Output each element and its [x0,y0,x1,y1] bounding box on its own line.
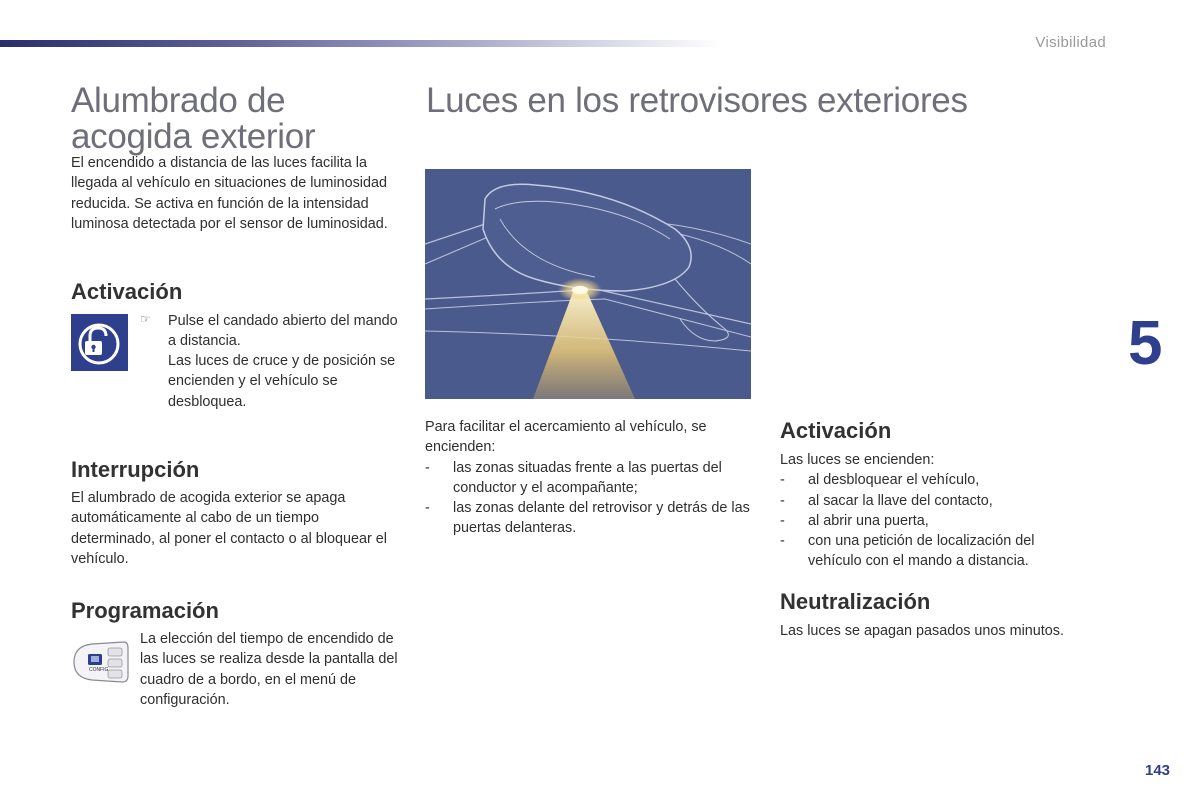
left-intro: El encendido a distancia de las luces facilita la llegada al vehículo en situaciones de luminosidad reducida. Se activa en función de la intensidad luminosa detectada por el sensor de luminosidad. [71,155,388,232]
left-activation-result: Las luces de cruce y de posición se encienden y el vehículo se desbloquea. [168,353,396,410]
list-item: - al desbloquear el vehículo, [780,470,1080,490]
pointing-hand-icon: ☞ [140,312,151,326]
right-caption [425,417,755,539]
right-title: Luces en los retrovisores exteriores [426,81,968,120]
left-title: Alumbrado de acogida exterior [71,81,316,156]
list-item: - con una petición de localización del vehículo con el mando a distancia. [780,531,1080,572]
mirror-light-illustration [425,169,751,399]
chapter-number: 5 [1128,309,1163,378]
padlock-open-icon [71,314,128,371]
right-neutralization-text: Las luces se apagan pasados unos minutos. [780,623,1065,639]
left-activation-step: Pulse el candado abierto del mando a distancia. [168,313,398,350]
list-item: - las zonas delante del retrovisor y detrás de las puertas delanteras. [425,498,755,539]
right-activation-heading: Activación [780,418,892,443]
list-item: - las zonas situadas frente a las puertas del conductor y el acompañante; [425,458,755,499]
left-interruption-heading: Interrupción [71,457,200,482]
page-number: 143 [1145,762,1171,779]
list-item: - al abrir una puerta, [780,511,1080,531]
right-activation-intro: Las luces se encienden: [780,452,935,468]
left-interruption-text: El alumbrado de acogida exterior se apaga automáticamente al cabo de un tiempo determinado, al poner el contacto o al bloquear el vehículo. [71,490,388,567]
right-neutralization-heading: Neutralización [780,589,931,614]
left-activation-heading: Activación [71,279,183,304]
section-name: Visibilidad [1035,34,1106,51]
right-activation-list [780,470,1080,571]
svg-text:CONFIG: CONFIG [89,667,109,673]
dashboard-controls-icon [72,640,130,684]
right-caption-intro: Para facilitar el acercamiento al vehículo, se encienden: [425,419,707,456]
header-bar [0,40,720,47]
left-programming-heading: Programación [71,598,219,623]
right-caption-list [425,458,755,539]
list-item: - al sacar la llave del contacto, [780,491,1080,511]
left-programming-text: La elección del tiempo de encendido de las luces se realiza desde la pantalla del cuadro de a bordo, en el menú de configuración. [140,631,398,708]
right-activation-body [780,450,1080,572]
